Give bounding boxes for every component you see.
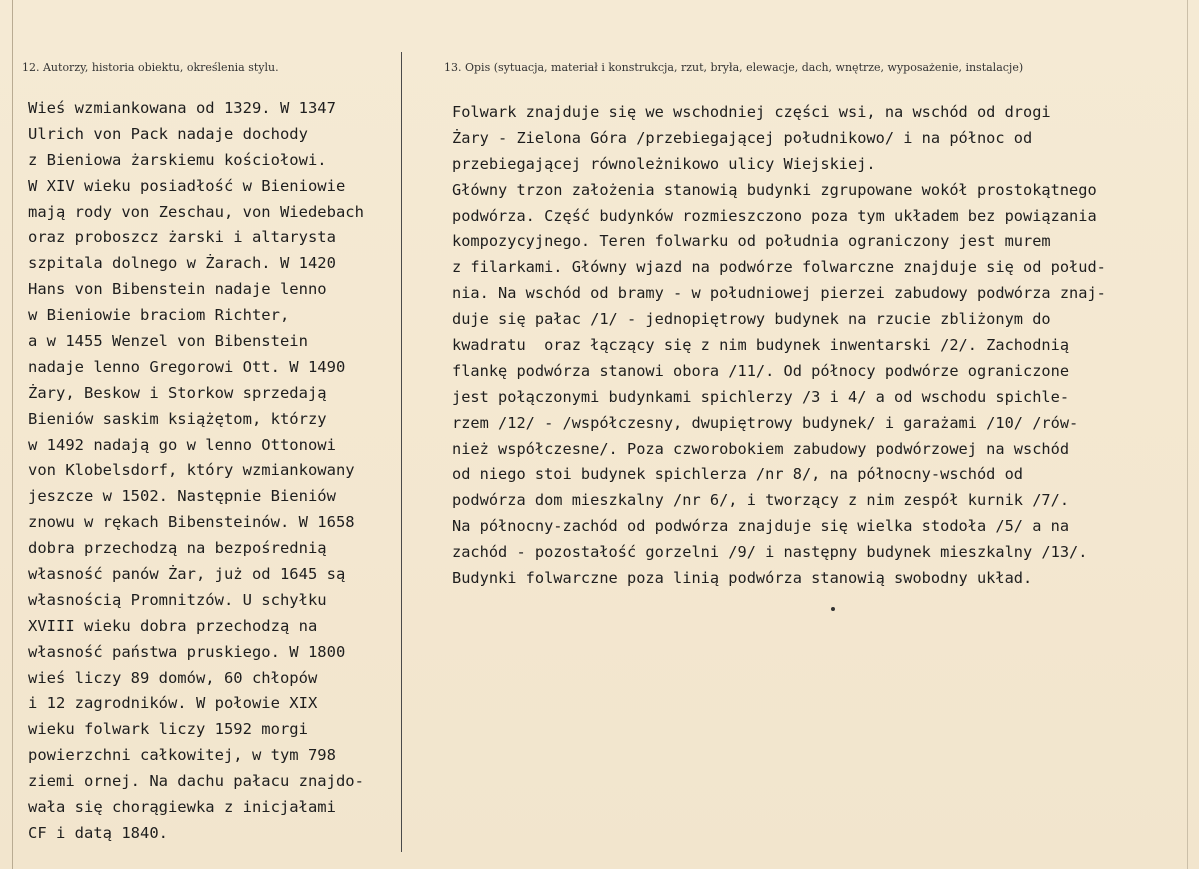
- description-text-line: Budynki folwarczne poza linią podwórza stanowią swobodny układ.: [452, 569, 1033, 588]
- column-divider: [401, 52, 402, 852]
- ink-dot: [831, 607, 835, 611]
- description-text-line: kwadratu oraz łączący się z nim budynek inwentarski /2/. Zachodnią: [452, 336, 1070, 355]
- history-text-line: W XIV wieku posiadłość w Bieniowie: [28, 176, 346, 195]
- history-text-line: a w 1455 Wenzel von Bibenstein: [28, 332, 308, 351]
- history-text-line: wieku folwark liczy 1592 morgi: [28, 720, 308, 739]
- description-text-line: flankę podwórza stanowi obora /11/. Od północy podwórze ograniczone: [452, 361, 1070, 380]
- section-13-header: 13. Opis (sytuacja, materiał i konstrukcja, rzut, bryła, elewacje, dach, wnętrze, wyposażenie, instalacje): [444, 61, 1024, 74]
- history-text-line: von Klobelsdorf, który wzmiankowany: [28, 461, 355, 480]
- description-text-line: nia. Na wschód od bramy - w południowej pierzei zabudowy podwórza znaj-: [452, 284, 1106, 303]
- description-text-line: Główny trzon założenia stanowią budynki zgrupowane wokół prostokątnego: [452, 180, 1097, 199]
- history-text-line: Ulrich von Pack nadaje dochody: [28, 124, 308, 143]
- description-text-line: podwórza dom mieszkalny /nr 6/, i tworzący z nim zespół kurnik /7/.: [452, 491, 1070, 510]
- history-text-line: XVIII wieku dobra przechodzą na: [28, 616, 318, 635]
- history-text-line: jeszcze w 1502. Następnie Bieniów: [28, 487, 336, 506]
- page-border-right: [1187, 0, 1188, 869]
- description-text-line: rzem /12/ - /współczesny, dwupiętrowy budynek/ i garażami /10/ /rów-: [452, 413, 1079, 432]
- history-text-line: Wieś wzmiankowana od 1329. W 1347: [28, 99, 336, 117]
- history-text-line: powierzchni całkowitej, w tym 798: [28, 746, 336, 765]
- description-text-line: nież współczesne/. Poza czworobokiem zabudowy podwórzowej na wschód: [452, 439, 1070, 458]
- history-text-line: w 1492 nadają go w lenno Ottonowi: [28, 435, 336, 454]
- section-12-header: 12. Autorzy, historia obiektu, określenia stylu.: [22, 61, 279, 74]
- history-text-line: własnością Promnitzów. U schyłku: [28, 590, 327, 609]
- history-text-line: mają rody von Zeschau, von Wiedebach: [28, 202, 364, 221]
- history-text-line: i 12 zagrodników. W połowie XIX: [28, 694, 318, 713]
- history-text-line: Żary, Beskow i Storkow sprzedają: [28, 383, 327, 402]
- description-text-line: zachód - pozostałość gorzelni /9/ i następny budynek mieszkalny /13/.: [452, 543, 1088, 562]
- description-text-line: kompozycyjnego. Teren folwarku od południa ograniczony jest murem: [452, 232, 1051, 251]
- history-text-line: wała się chorągiewka z inicjałami: [28, 798, 336, 817]
- history-text-line: oraz proboszcz żarski i altarysta: [28, 228, 336, 247]
- history-text-line: z Bieniowa żarskiemu kościołowi.: [28, 150, 327, 169]
- history-text-line: CF i datą 1840.: [28, 823, 168, 842]
- description-text-line: od niego stoi budynek spichlerza /nr 8/, na północny-wschód od: [452, 465, 1023, 484]
- description-text-line: Na północny-zachód od podwórza znajduje się wielka stodoła /5/ a na: [452, 517, 1070, 536]
- history-text-line: wieś liczy 89 domów, 60 chłopów: [28, 668, 318, 687]
- history-text-line: znowu w rękach Bibensteinów. W 1658: [28, 513, 355, 532]
- description-text-line: Folwark znajduje się we wschodniej części wsi, na wschód od drogi: [452, 103, 1051, 121]
- history-text-column: [28, 96, 364, 847]
- description-text-line: z filarkami. Główny wjazd na podwórze folwarczne znajduje się od połud-: [452, 258, 1106, 277]
- description-text-line: jest połączonymi budynkami spichlerzy /3 i 4/ a od wschodu spichle-: [452, 387, 1070, 406]
- history-text-line: Bieniów saskim książętom, którzy: [28, 409, 327, 428]
- page-border-left: [12, 0, 13, 869]
- history-text-line: ziemi ornej. Na dachu pałacu znajdo-: [28, 772, 364, 791]
- history-text-line: dobra przechodzą na bezpośrednią: [28, 539, 327, 558]
- history-text-line: Hans von Bibenstein nadaje lenno: [28, 280, 327, 299]
- history-text-line: nadaje lenno Gregorowi Ott. W 1490: [28, 357, 346, 376]
- history-text-line: szpitala dolnego w Żarach. W 1420: [28, 254, 336, 273]
- description-text-column: [452, 100, 1106, 592]
- history-text-line: w Bieniowie braciom Richter,: [28, 306, 290, 325]
- description-text-line: przebiegającej równoleżnikowo ulicy Wiejskiej.: [452, 154, 876, 173]
- history-text-line: własność państwa pruskiego. W 1800: [28, 642, 346, 661]
- history-text-line: własność panów Żar, już od 1645 są: [28, 565, 346, 584]
- description-text-line: Żary - Zielona Góra /przebiegającej południkowo/ i na północ od: [452, 128, 1033, 147]
- description-text-line: duje się pałac /1/ - jednopiętrowy budynek na rzucie zbliżonym do: [452, 310, 1051, 329]
- description-text-line: podwórza. Część budynków rozmieszczono poza tym układem bez powiązania: [452, 206, 1097, 225]
